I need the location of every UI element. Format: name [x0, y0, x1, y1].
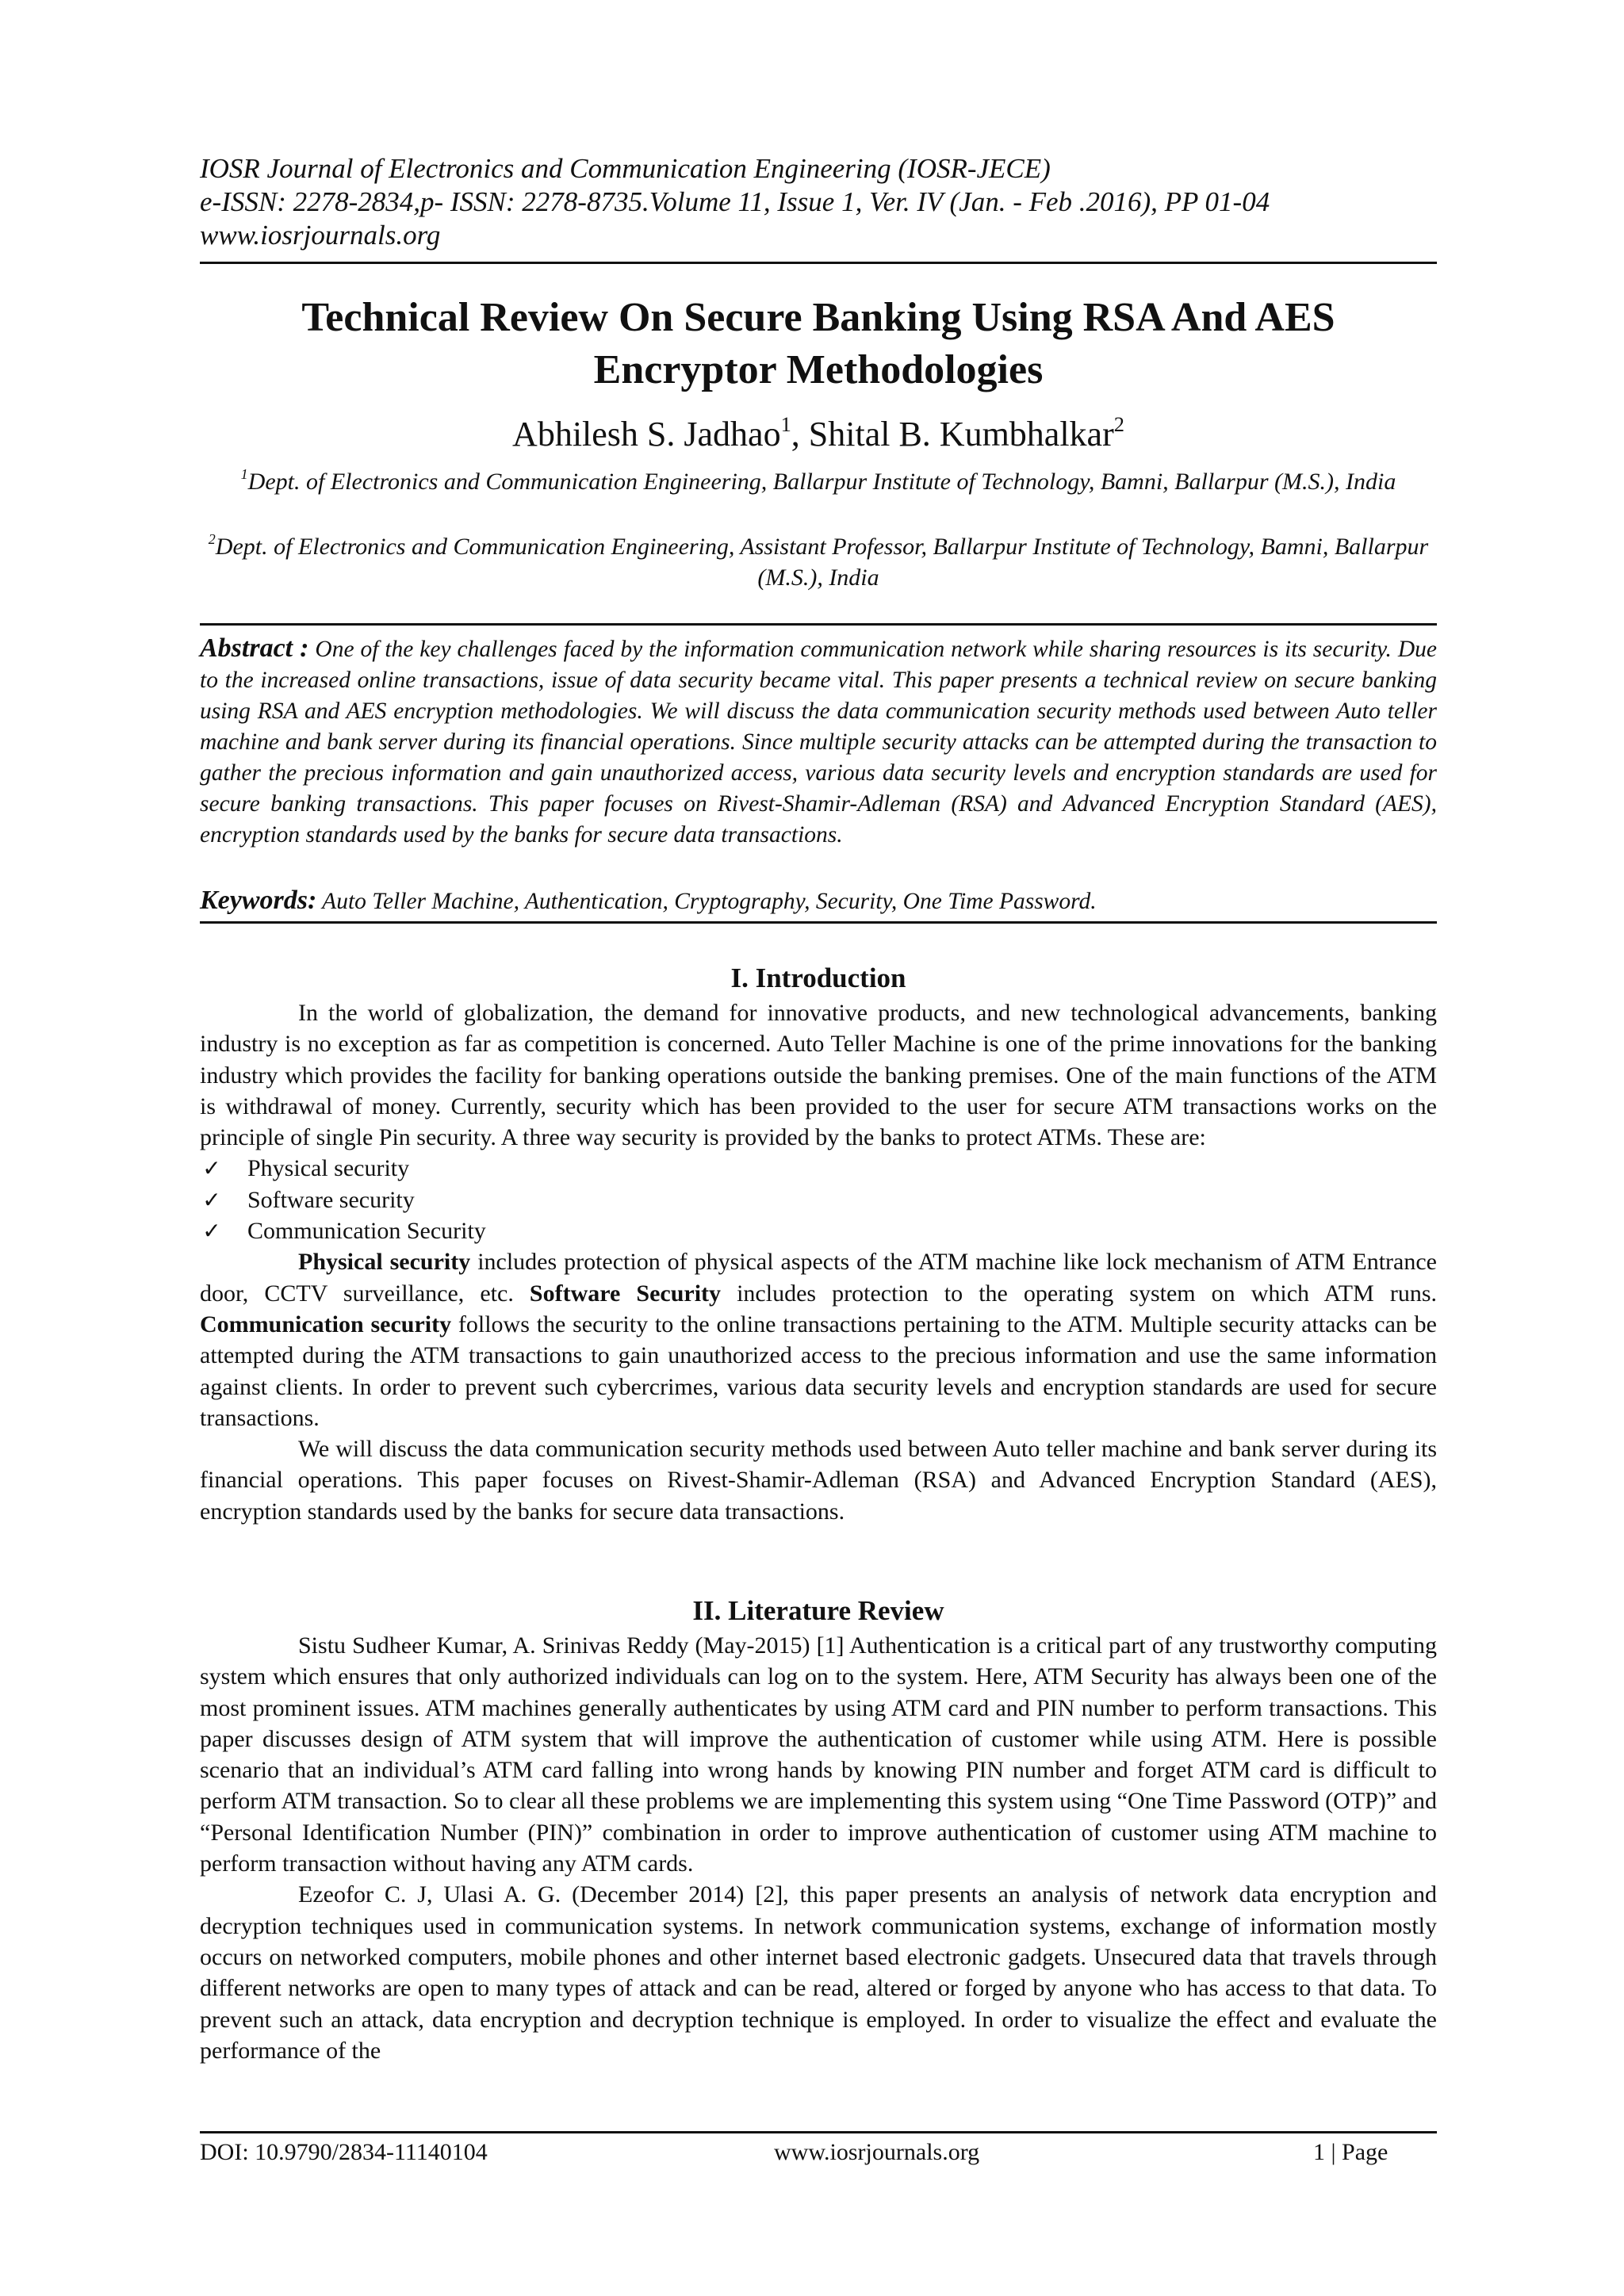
section-heading-introduction: I. Introduction: [730, 962, 906, 993]
introduction-body: [200, 997, 1437, 1527]
intro-paragraph-2-text-1: includes protection of physical aspects of the ATM machine like lock mechanism of ATM Entrance door, CCTV surveillance, etc.: [200, 1249, 1437, 1307]
intro-paragraph-2: [200, 1246, 1437, 1433]
abstract-top-rule: [200, 623, 1437, 626]
author-separator: ,: [791, 415, 809, 453]
keywords-label: Keywords:: [200, 886, 317, 915]
checkmark-icon: ✓: [202, 1155, 221, 1182]
checklist-item: [200, 1215, 1437, 1246]
footer-page-number: 1 | Page: [1313, 2139, 1388, 2165]
affiliation-1-sup: 1: [240, 466, 248, 483]
keywords-text: Auto Teller Machine, Authentication, Cryptography, Security, One Time Password.: [316, 889, 1097, 914]
checklist-item: [200, 1153, 1437, 1184]
paper-title: [200, 292, 1437, 396]
title-line-1: Technical Review On Secure Banking Using RSA And AES: [301, 295, 1335, 340]
litreview-paragraph-1: Sistu Sudheer Kumar, A. Srinivas Reddy (May-2015) [1] Authentication is a critical part of any trustworthy computing system which ensures that only authorized individuals can log on to the system. Here, ATM Security has always been one of the most prominent issues. ATM machines generally authenticates by using ATM card and PIN number to perform transactions. This paper discusses design of ATM system that will improve the authentication of customer while using ATM. Here is possible scenario that an individual’s ATM card falling into wrong hands by knowing PIN number and forget ATM card is difficult to perform ATM transaction. So to clear all these problems we are implementing this system using “One Time Password (OTP)” and “Personal Identification Number (PIN)” combination in order to improve authentication of customer using ATM machine to perform transaction without having any ATM cards.: [200, 1632, 1437, 1877]
author-1: Abhilesh S. Jadhao: [512, 415, 781, 453]
checkmark-icon: ✓: [202, 1218, 221, 1245]
intro-paragraph-1: In the world of globalization, the demand for innovative products, and new technological advancements, banking industry is no exception as far as competition is concerned. Auto Teller Machine is one of the prime innovations for the banking industry which provides the facility for banking operations outside the banking premises. One of the main functions of the ATM is withdrawal of money. Currently, security which has been provided to the user for secure ATM transactions works on the principle of single Pin security. A three way security is provided by the banks to protect ATMs. These are:: [200, 1000, 1437, 1151]
affiliation-1-text: Dept. of Electronics and Communication Engineering, Ballarpur Institute of Technology, Bamni, Ballarpur (M.S.), India: [247, 469, 1396, 495]
author-line: [200, 412, 1437, 457]
footer-doi: DOI: 10.9790/2834-11140104: [200, 2139, 488, 2165]
literature-review-body: [200, 1630, 1437, 2066]
abstract-bottom-rule: [200, 921, 1437, 924]
keywords: [200, 885, 1437, 917]
author-1-sup: 1: [780, 411, 791, 436]
author-2-sup: 2: [1113, 411, 1124, 436]
abstract-text: One of the key challenges faced by the information communication network while sharing resources is its security. Due to the increased online transactions, issue of data security became vital. This paper presents a technical review on secure banking using RSA and AES encryption methodologies. We will discuss the data communication security methods used between Auto teller machine and bank server during its financial operations. Since multiple security attacks can be attempted during the transaction to gather the precious information and gain unauthorized access, various data security levels and encryption standards are used for secure banking transactions. This paper focuses on Rivest-Shamir-Adleman (RSA) and Advanced Encryption Standard (AES), encryption standards used by the banks for secure data transactions.: [200, 637, 1437, 848]
affiliation-1: [200, 466, 1437, 497]
journal-website: www.iosrjournals.org: [200, 220, 441, 251]
header-rule: [200, 262, 1437, 264]
litreview-paragraph-2: Ezeofor C. J, Ulasi A. G. (December 2014) [2], this paper presents an analysis of network data encryption and decryption techniques used in communication systems. In network communication systems, exchange of information mostly occurs on networked computers, mobile phones and other internet based electronic gadgets. Unsecured data that travels through different networks are open to many types of attack and can be read, altered or forged by anyone who has access to that data. To prevent such an attack, data encryption and decryption technique is employed. In order to visualize the effect and evaluate the performance of the: [200, 1881, 1437, 2064]
abstract-label: Abstract :: [200, 633, 309, 663]
intro-paragraph-2-text-2: includes protection to the operating system on which ATM runs.: [721, 1280, 1438, 1307]
footer-website: www.iosrjournals.org: [774, 2139, 980, 2165]
term-software-security: Software Security: [529, 1280, 722, 1307]
affiliation-2-sup: 2: [208, 531, 216, 548]
checklist-item-label: Software security: [247, 1186, 415, 1213]
affiliation-2: [200, 531, 1437, 593]
journal-name: IOSR Journal of Electronics and Communication Engineering (IOSR-JECE): [200, 153, 1051, 184]
affiliation-2-text: Dept. of Electronics and Communication Engineering, Assistant Professor, Ballarpur Institute of Technology, Bamni, Ballarpur (M.S.), India: [215, 534, 1429, 591]
term-communication-security: Communication security: [200, 1311, 452, 1337]
checklist-item: [200, 1184, 1437, 1215]
title-line-2: Encryptor Methodologies: [593, 347, 1044, 392]
intro-paragraph-2-text-3: follows the security to the online transactions pertaining to the ATM. Multiple security attacks can be attempted during the ATM transactions to gain unauthorized access to the precious information and use the same information against clients. In order to prevent such cybercrimes, various data security levels and encryption standards are used for secure transactions.: [200, 1311, 1437, 1431]
checklist-item-label: Communication Security: [247, 1218, 486, 1245]
footer-rule: [200, 2131, 1437, 2133]
intro-paragraph-3: We will discuss the data communication security methods used between Auto teller machine and bank server during its financial operations. This paper focuses on Rivest-Shamir-Adleman (RSA) and Advanced Encryption Standard (AES), encryption standards used by the banks for secure data transactions.: [200, 1436, 1437, 1525]
issn-line: e-ISSN: 2278-2834,p- ISSN: 2278-8735.Volume 11, Issue 1, Ver. IV (Jan. - Feb .2016), PP 01-04: [200, 186, 1270, 217]
checkmark-icon: ✓: [202, 1186, 221, 1213]
section-heading-literature-review: II. Literature Review: [692, 1595, 944, 1626]
abstract: [200, 633, 1437, 851]
security-checklist: [200, 1153, 1437, 1246]
term-physical-security: Physical security: [298, 1249, 471, 1276]
author-2: Shital B. Kumbhalkar: [808, 415, 1114, 453]
checklist-item-label: Physical security: [247, 1155, 410, 1182]
